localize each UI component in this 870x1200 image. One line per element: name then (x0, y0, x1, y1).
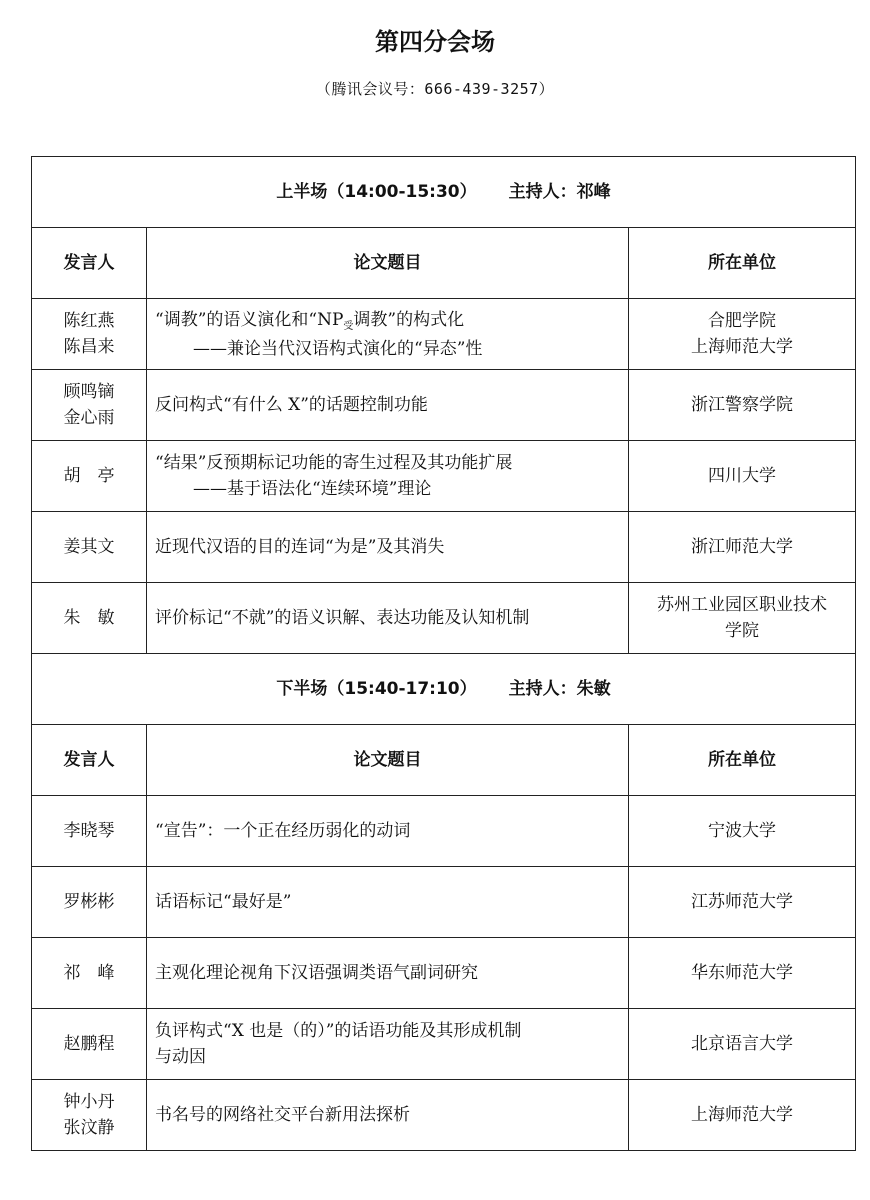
session-host: 主持人：朱敏 (508, 679, 611, 699)
affiliation: 华东师范大学 (629, 938, 856, 1009)
col-paper: 论文题目 (147, 725, 629, 796)
table-row (32, 1080, 856, 1151)
table-row (32, 1009, 856, 1080)
speaker: 金心雨 (63, 408, 115, 428)
affiliation: 北京语言大学 (629, 1009, 856, 1080)
meeting-id: （腾讯会议号：666-439-3257） (315, 80, 555, 98)
speaker: 李晓琴 (32, 796, 147, 867)
paper-title: “宣告”：一个正在经历弱化的动词 (147, 796, 629, 867)
col-speaker: 发言人 (32, 228, 147, 299)
paper-title: 反问构式“有什么 X”的话题控制功能 (147, 370, 629, 441)
table-row (32, 796, 856, 867)
paper-title: 评价标记“不就”的语义识解、表达功能及认知机制 (147, 583, 629, 654)
col-speaker: 发言人 (32, 725, 147, 796)
schedule-table (31, 156, 856, 1151)
session-header-second (32, 654, 856, 725)
affiliation: 江苏师范大学 (629, 867, 856, 938)
affiliation: 上海师范大学 (691, 337, 793, 357)
session-time: 上半场（14:00-15:30） (276, 182, 477, 202)
paper-title: 话语标记“最好是” (147, 867, 629, 938)
speaker: 罗彬彬 (32, 867, 147, 938)
speaker: 顾鸣镝 (63, 382, 115, 402)
speaker: 赵鹏程 (32, 1009, 147, 1080)
affiliation: 上海师范大学 (629, 1080, 856, 1151)
paper-subtitle: ——兼论当代汉语构式演化的“异态”性 (193, 338, 483, 359)
paper-subtitle: ——基于语法化“连续环境”理论 (193, 479, 432, 499)
paper-title-cont: 与动因 (155, 1047, 206, 1067)
speaker: 姜其文 (32, 512, 147, 583)
col-paper: 论文题目 (147, 228, 629, 299)
table-row (32, 938, 856, 1009)
speaker: 钟小丹 (63, 1092, 115, 1112)
affiliation: 合肥学院 (708, 311, 776, 331)
paper-title: 书名号的网络社交平台新用法探析 (147, 1080, 629, 1151)
table-row (32, 441, 856, 512)
table-row (32, 583, 856, 654)
speaker: 朱 敏 (32, 583, 147, 654)
session-time: 下半场（15:40-17:10） (276, 679, 477, 699)
paper-title: 负评构式“X 也是（的）”的话语功能及其形成机制 (155, 1021, 522, 1041)
table-row (32, 299, 856, 370)
speaker: 张汶静 (63, 1118, 115, 1138)
col-affiliation: 所在单位 (629, 228, 856, 299)
session-host: 主持人：祁峰 (508, 182, 611, 202)
speaker: 陈昌来 (63, 337, 115, 357)
paper-title: 主观化理论视角下汉语强调类语气副词研究 (147, 938, 629, 1009)
affiliation: 宁波大学 (629, 796, 856, 867)
affiliation: 浙江警察学院 (629, 370, 856, 441)
session-header-first (32, 157, 856, 228)
table-row (32, 867, 856, 938)
paper-title: 近现代汉语的目的连词“为是”及其消失 (147, 512, 629, 583)
speaker: 陈红燕 (63, 311, 115, 331)
affiliation: 苏州工业园区职业技术 (657, 595, 827, 615)
table-row (32, 370, 856, 441)
speaker: 胡 亭 (32, 441, 147, 512)
paper-title: “结果”反预期标记功能的寄生过程及其功能扩展 (155, 453, 513, 473)
affiliation: 学院 (725, 621, 759, 641)
affiliation: 四川大学 (629, 441, 856, 512)
table-row (32, 512, 856, 583)
column-header-row (32, 725, 856, 796)
speaker: 祁 峰 (32, 938, 147, 1009)
page-title: 第四分会场 (375, 28, 495, 56)
affiliation: 浙江师范大学 (629, 512, 856, 583)
paper-title: “调教”的语义演化和“$NP_受$调教”的构式化 (155, 309, 465, 332)
column-header-row (32, 228, 856, 299)
col-affiliation: 所在单位 (629, 725, 856, 796)
